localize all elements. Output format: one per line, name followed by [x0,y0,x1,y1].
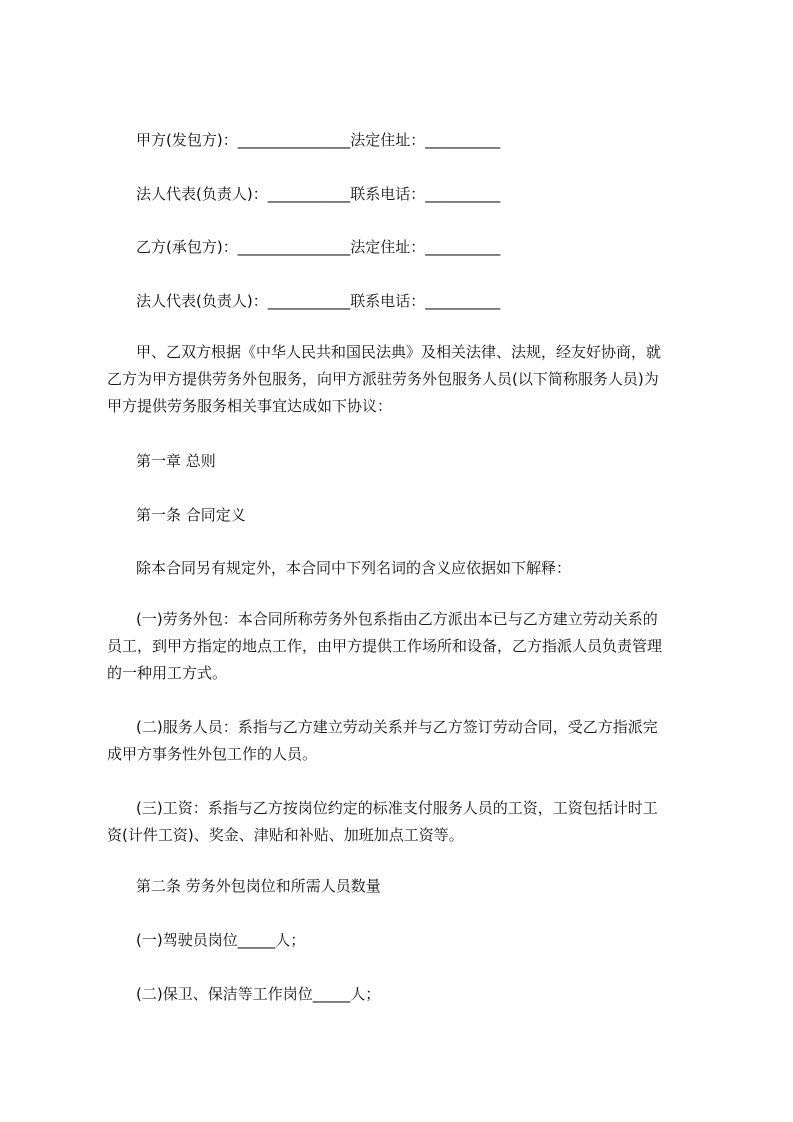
definition-paragraph [107,714,699,768]
definition-line: 的一种用工方式。 [107,664,228,682]
intro-line: 甲方提供劳务服务相关事宜达成如下协议： [107,397,393,415]
definition-line: 员工，到甲方指定的地点工作，由甲方提供工作场所和设备，乙方指派人员负责管理 [107,637,663,655]
post-item: (二)保卫、保洁等工作岗位_____人； [136,985,381,1003]
article-intro: 除本合同另有规定外，本合同中下列名词的含义应依据如下解释： [136,559,572,577]
intro-paragraph [107,339,699,420]
definition-line: (一)劳务外包：本合同所称劳务外包系指由乙方派出本已与乙方建立劳动关系的 [136,610,658,628]
party-b-line: 乙方(承包方)：_______________法定住址：__________ [136,238,501,256]
definition-paragraph [107,795,699,849]
post-item: (一)驾驶员岗位_____人； [136,931,306,949]
definition-line: 资(计件工资)、奖金、津贴和补贴、加班加点工资等。 [107,826,464,844]
intro-line: 乙方为甲方提供劳务外包服务，向甲方派驻劳务外包服务人员(以下简称服务人员)为 [107,370,659,388]
definition-line: (二)服务人员：系指与乙方建立劳动关系并与乙方签订劳动合同，受乙方指派完 [136,718,658,736]
party-a-representative-line: 法人代表(负责人)：___________联系电话：__________ [136,185,501,203]
definition-line: (三)工资：系指与乙方按岗位约定的标准支付服务人员的工资，工资包括计时工 [136,799,658,817]
definition-line: 成甲方事务性外包工作的人员。 [107,745,318,763]
party-a-line: 甲方(发包方)：_______________法定住址：__________ [136,131,501,149]
party-b-representative-line: 法人代表(负责人)：___________联系电话：__________ [136,292,501,310]
intro-line: 甲、乙双方根据《中华人民共和国民法典》及相关法律、法规，经友好协商，就 [136,343,662,361]
definition-paragraph [107,606,699,687]
article-heading: 第一条 合同定义 [136,506,246,524]
chapter-heading: 第一章 总则 [136,452,216,470]
article-heading: 第二条 劳务外包岗位和所需人员数量 [136,877,381,895]
